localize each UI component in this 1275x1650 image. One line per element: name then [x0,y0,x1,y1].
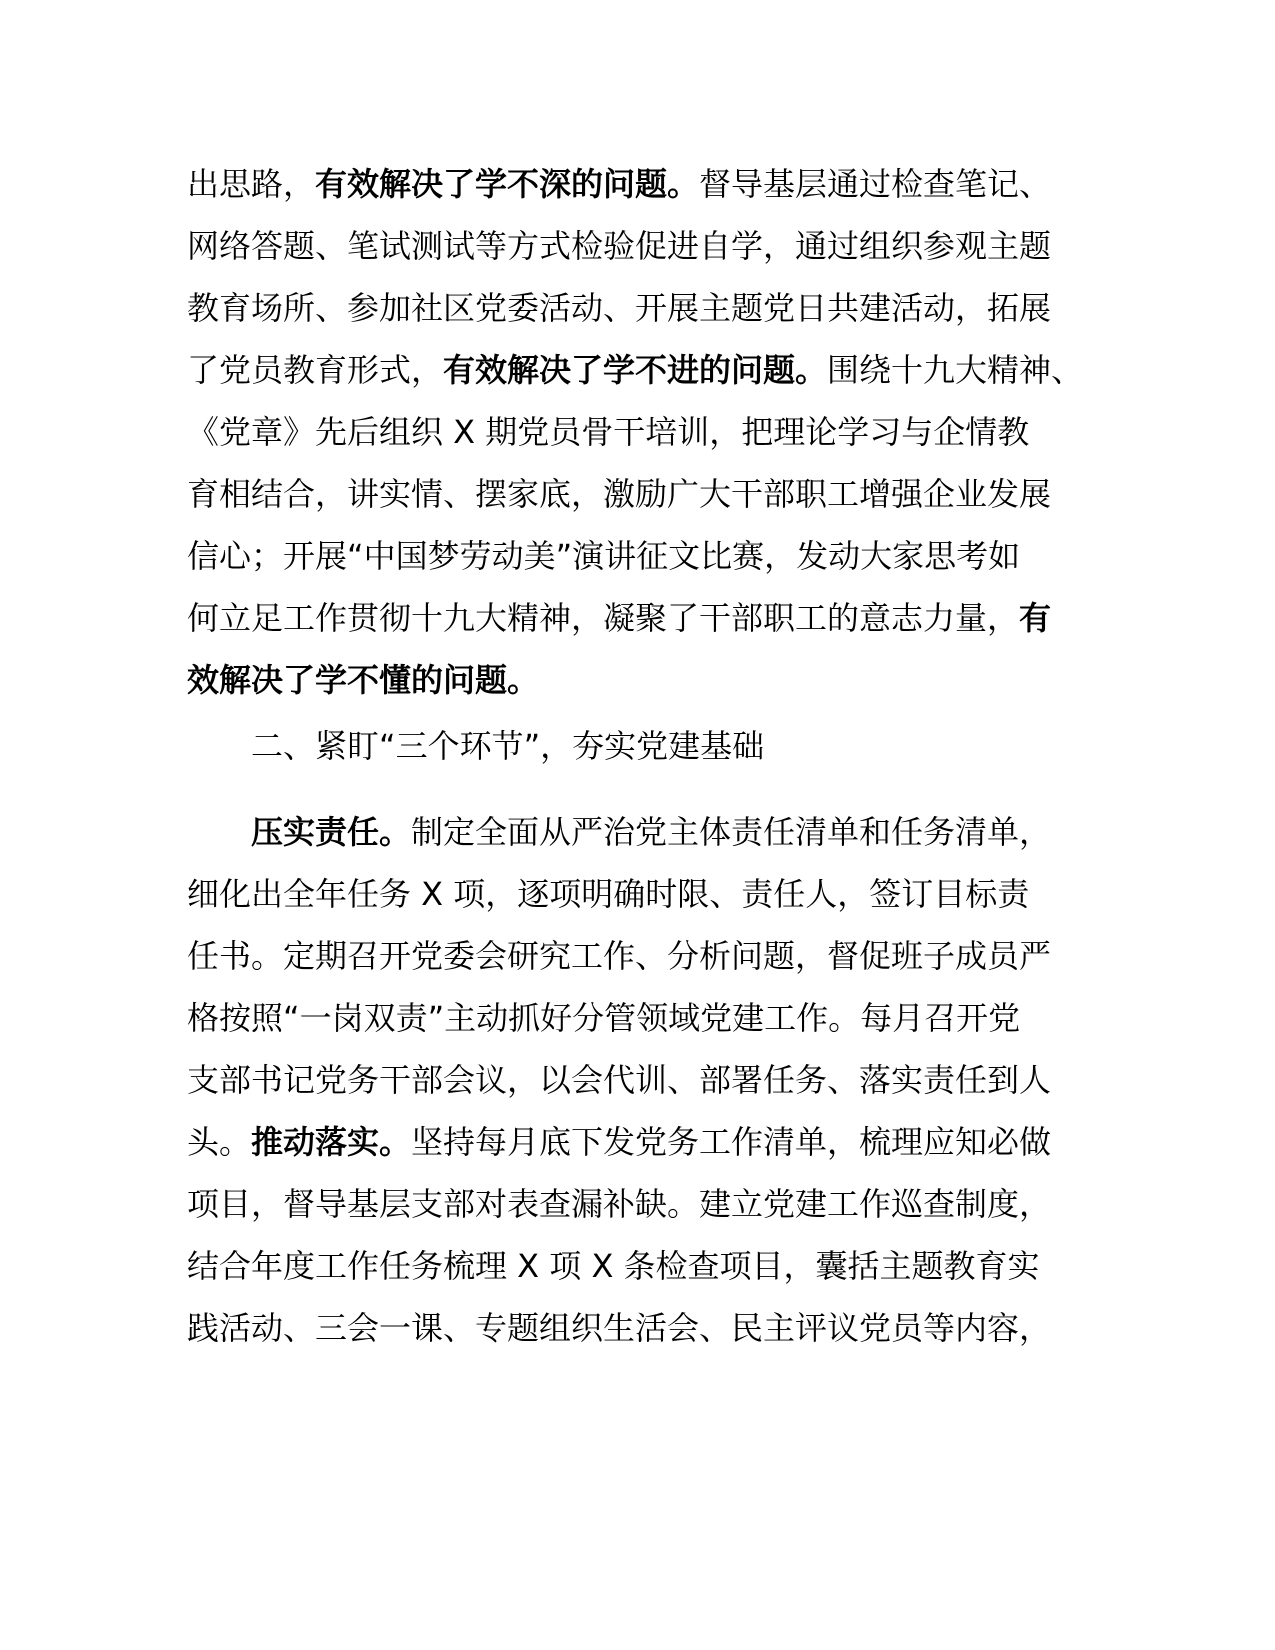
paragraph-line: 项目，督导基层支部对表查漏补缺。建立党建工作巡查制度， [187,1185,1052,1223]
body-text: 了党员教育形式， [187,351,444,389]
paragraph-line [251,799,1051,865]
body-text: 制定全面从严治党主体责任清单和任务清单， [411,813,1052,851]
bold-text: 推动落实。 [251,1123,412,1161]
body-text: 头。 [187,1123,252,1161]
body-text: 坚持每月底下发党务工作清单，梳理应知必做 [411,1123,1052,1161]
paragraph-line: 格按照“一岗双责”主动抓好分管领域党建工作。每月召开党 [187,999,1021,1037]
paragraph-line: 践活动、三会一课、专题组织生活会、民主评议党员等内容， [187,1309,1052,1347]
paragraph-line [187,337,1083,403]
paragraph-line: 任书。定期召开党委会研究工作、分析问题，督促班子成员严 [187,937,1052,975]
paragraph-line: 《党章》先后组织 X 期党员骨干培训，把理论学习与企情教 [187,413,1030,451]
bold-text: 压实责任。 [251,813,412,851]
paragraph-line: 教育场所、参加社区党委活动、开展主题党日共建活动，拓展 [187,289,1052,327]
paragraph-line [187,151,1051,217]
paragraph-line: 支部书记党务干部会议，以会代训、部署任务、落实责任到人 [187,1061,1052,1099]
paragraph-line: 育相结合，讲实情、摆家底，激励广大干部职工增强企业发展 [187,475,1052,513]
bold-text: 效解决了学不懂的问题。 [187,661,540,699]
paragraph-line: 网络答题、笔试测试等方式检验促进自学，通过组织参观主题 [187,227,1052,265]
bold-text: 有效解决了学不进的问题。 [443,351,828,389]
bold-text: 有效解决了学不深的问题。 [315,165,700,203]
body-text: 督导基层通过检查笔记、 [699,165,1052,203]
paragraph-line [187,647,539,713]
paragraph-line [187,1109,1051,1175]
paragraph-line: 细化出全年任务 X 项，逐项明确时限、责任人，签订目标责 [187,875,1030,913]
section-heading: 二、紧盯“三个环节”，夯实党建基础 [251,727,765,765]
paragraph-line [187,585,1051,651]
paragraph-line: 结合年度工作任务梳理 X 项 X 条检查项目，囊括主题教育实 [187,1247,1040,1285]
body-text: 围绕十九大精神、 [827,351,1084,389]
paragraph-line: 信心；开展“中国梦劳动美”演讲征文比赛，发动大家思考如 [187,537,1021,575]
body-text: 何立足工作贯彻十九大精神，凝聚了干部职工的意志力量， [187,599,1020,637]
body-text: 出思路， [187,165,316,203]
bold-text: 有 [1019,599,1052,637]
